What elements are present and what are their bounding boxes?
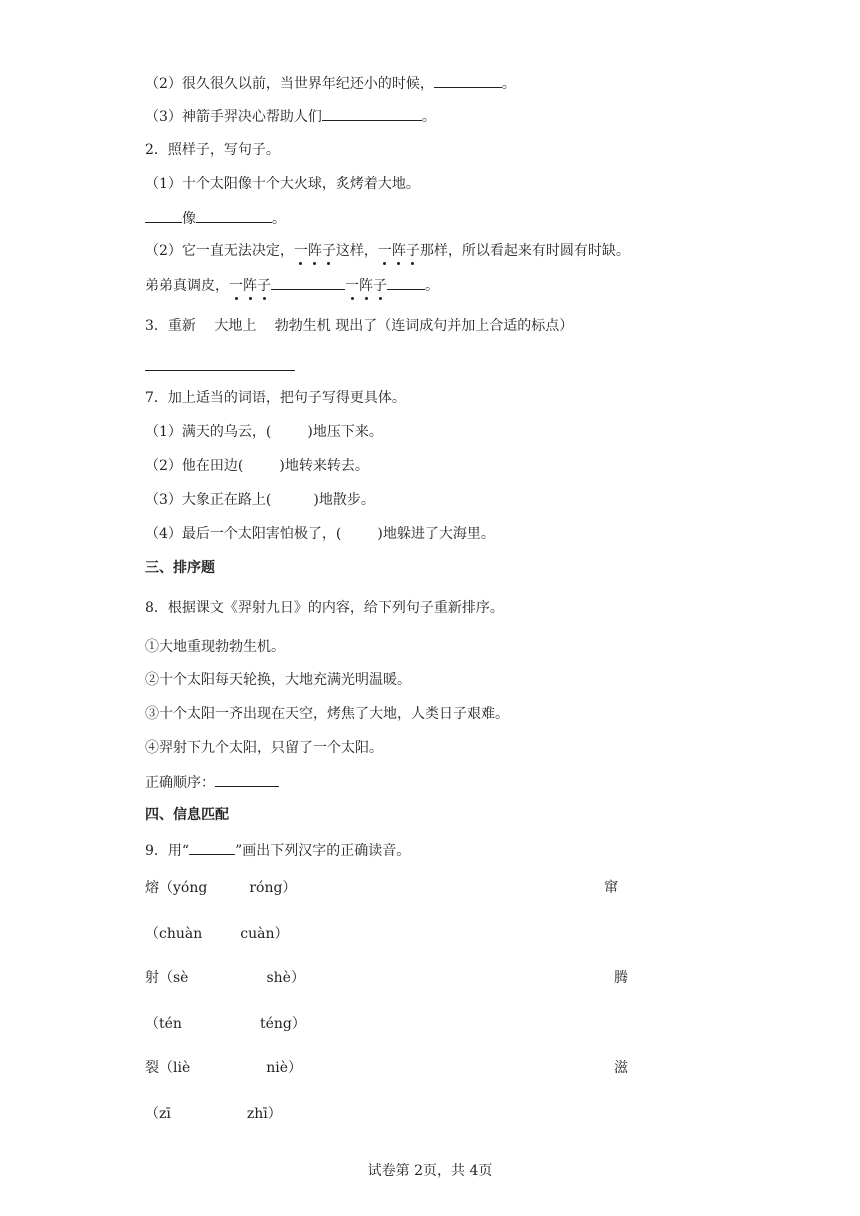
answer-blank[interactable] [434,73,502,88]
emphasized-word: 一阵子 [229,278,271,294]
char-zi: 滋 [614,1060,628,1076]
q8-sentence3: ③十个太阳一齐出现在天空，烤焦了大地，人类日子艰难。 [145,706,509,722]
q1-item3: （3）神箭手羿决心帮助人们 。 [145,106,436,127]
answer-blank[interactable] [196,208,272,223]
emphasized-word: 一阵子 [293,243,336,259]
q3-text: 3．重新 大地上 勃勃生机 现出了（连词成句并加上合适的标点） [145,318,574,334]
q2-answer2: 弟弟真调皮，一阵子 一阵子 。 [145,275,439,296]
section-title: 三、排序题 [145,560,215,576]
q1-item3-text: （3）神箭手羿决心帮助人们 [145,109,322,125]
q8-sentence1: ①大地重现勃勃生机。 [145,639,285,655]
q1-item2-text: （2）很久很久以前，当世界年纪还小的时候， [145,76,434,92]
q2-example2: （2）它一直无法决定，一阵子这样，一阵子那样，所以看起来有时圆有时缺。 [145,243,630,259]
q8-order: 正确顺序： [145,772,279,793]
section-title: 四、信息匹配 [145,807,229,823]
q9-title: 9．用“ ”画出下列汉字的正确读音。 [145,840,410,861]
q2-title: 2．照样子，写句子。 [145,142,280,158]
q8-title: 8．根据课文《羿射九日》的内容，给下列句子重新排序。 [145,600,504,616]
underline-sample [189,840,235,855]
char-cuan-pinyin: （chuàn cuàn） [145,926,289,942]
answer-blank[interactable] [145,208,182,223]
q7-title: 7．加上适当的词语，把句子写得更具体。 [145,390,406,406]
char-she: 射（sè shè） [145,970,305,986]
q8-sentence4: ④羿射下九个太阳，只留了一个太阳。 [145,740,383,756]
q7-item1: （1）满天的乌云，( )地压下来。 [145,424,383,440]
emphasized-word: 一阵子 [345,278,387,294]
answer-blank[interactable] [322,106,422,121]
q1-item2: （2）很久很久以前，当世界年纪还小的时候， 。 [145,73,516,94]
answer-blank[interactable] [271,275,345,290]
emphasized-word: 一阵子 [377,243,420,259]
q7-item3: （3）大象正在路上( )地散步。 [145,492,375,508]
q8-sentence2: ②十个太阳每天轮换，大地充满光明温暖。 [145,672,411,688]
char-zi-pinyin: （zī zhī） [145,1106,282,1122]
char-teng: 腾 [614,970,628,986]
char-teng-pinyin: （tén téng） [145,1016,306,1032]
char-lie: 裂（liè niè） [145,1060,303,1076]
char-rong: 熔（yóng róng） [145,880,297,896]
q7-item2: （2）他在田边( )地转来转去。 [145,458,369,474]
page-footer: 试卷第 2页，共 4页 [367,1163,493,1179]
q2-example1: （1）十个太阳像十个大火球，炙烤着大地。 [145,176,420,192]
answer-blank[interactable] [215,772,279,787]
char-cuan: 窜 [604,880,618,896]
q3-answer-line[interactable] [145,356,295,371]
answer-blank[interactable] [387,275,425,290]
q7-item4: （4）最后一个太阳害怕极了，( )地躲进了大海里。 [145,526,495,542]
q2-answer1: 像 。 [145,208,286,229]
